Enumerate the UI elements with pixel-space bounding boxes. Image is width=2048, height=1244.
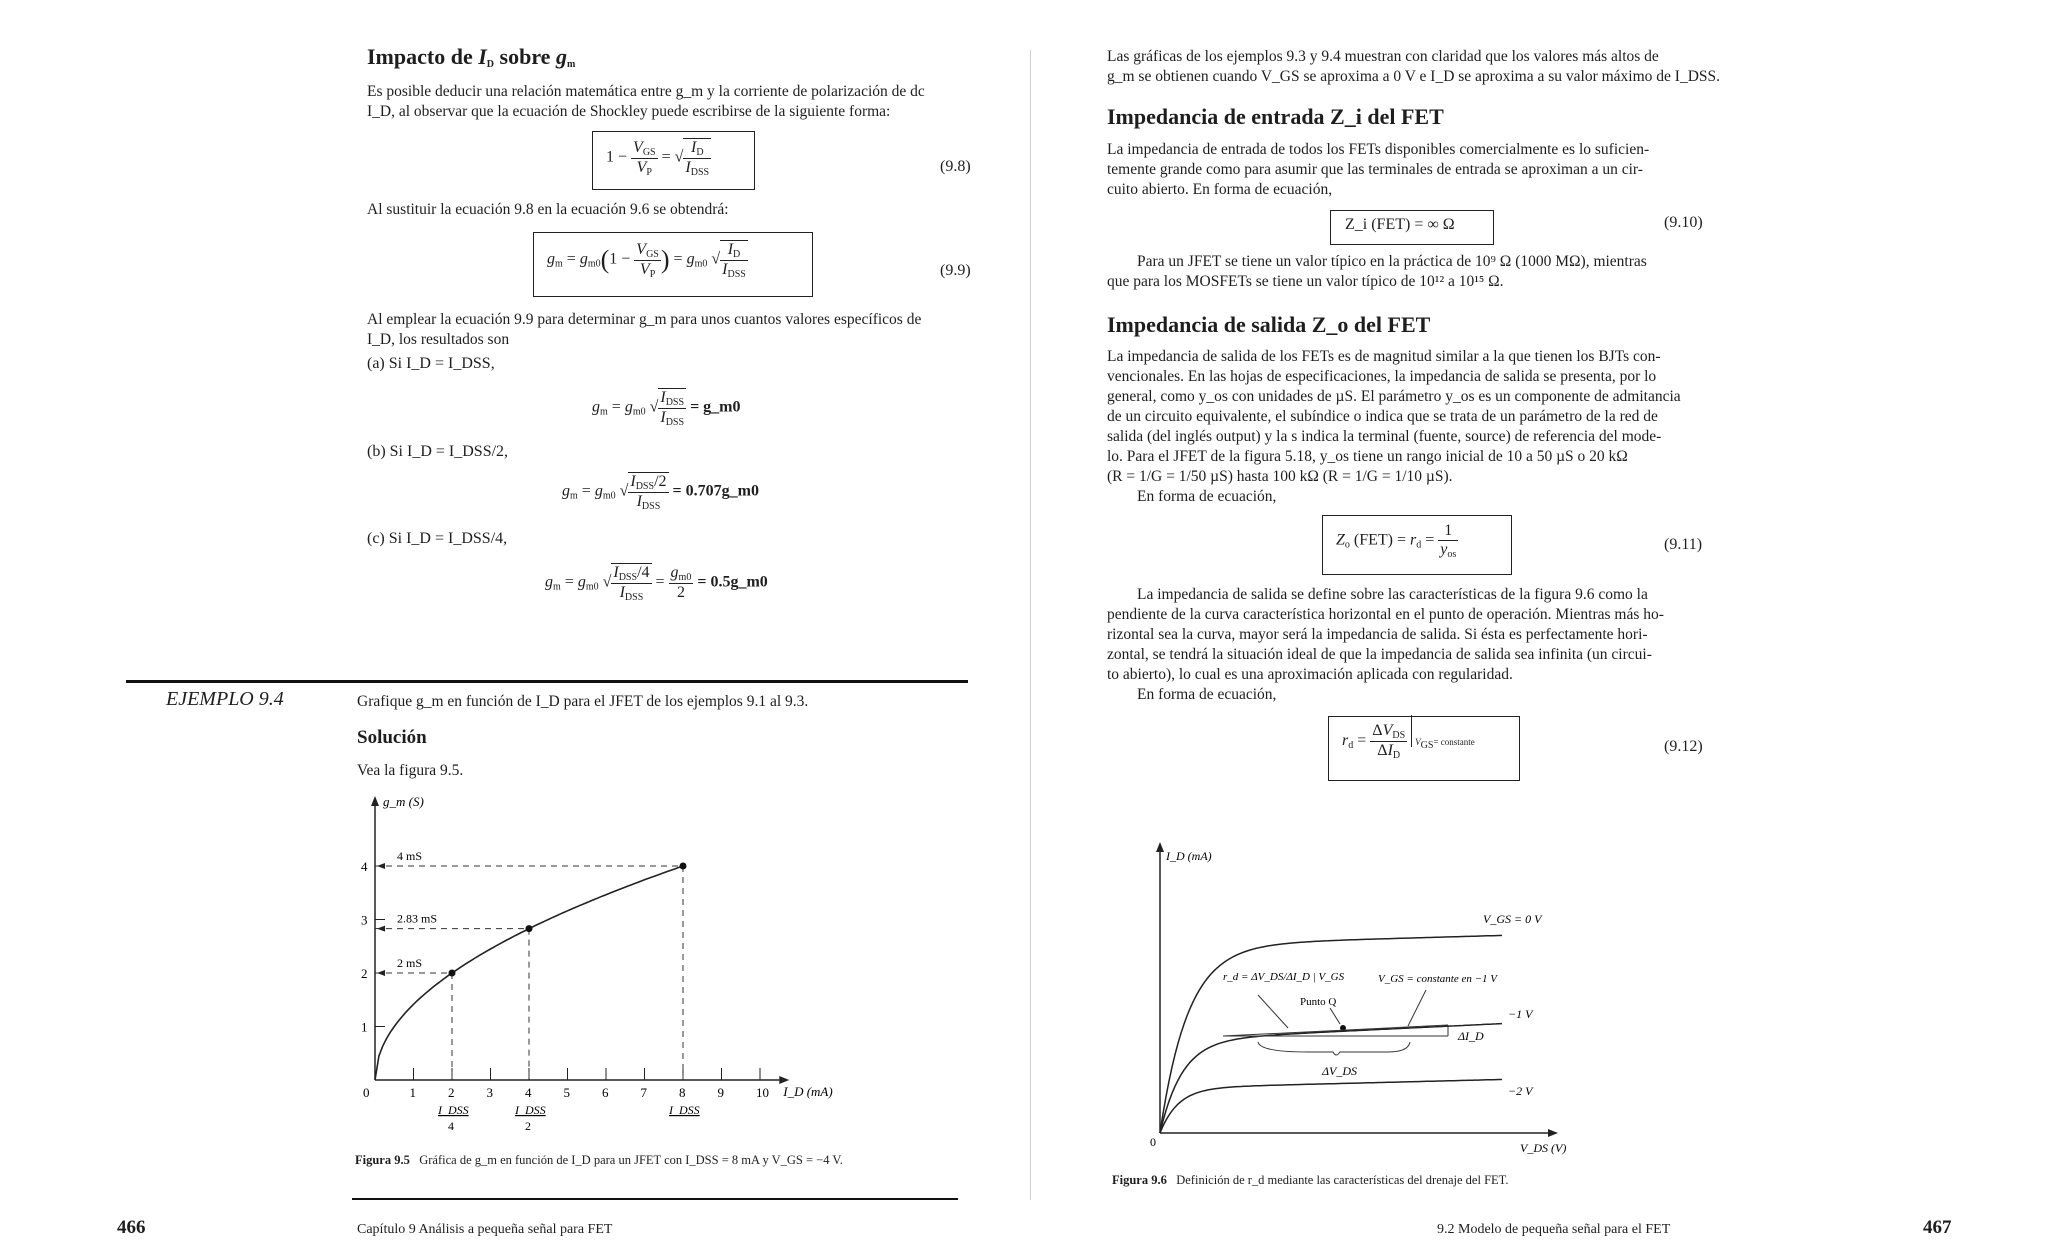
solution-heading: Solución [357,727,427,748]
right-page [1030,0,2048,1244]
characteristic-curve [1160,1080,1502,1134]
section-heading-gm: Impacto de $I_D$ sobre $g_m$ [367,44,576,70]
def-line: zontal, se tendrá la situación ideal de que la impedancia de salida sea infinita (un circui- [1107,646,1652,663]
x-axis-label: I_D (mA) [783,1084,833,1099]
figure-9-5-caption-text: Gráfica de g_m en función de I_D para un JFET con I_DSS = 8 mA y V_GS = −4 V. [419,1153,843,1167]
equation-9-11: $Z_o$ $(FET) = r_d$ = $\frac{1}{y_{os}}$ [1336,522,1457,560]
slope-line [1223,1025,1448,1036]
x-axis-arrow [779,1076,789,1084]
arrow-head [377,970,385,976]
equation-9-12: $r_d$ = $\frac{\Delta V_{DS}}{\Delta I_D}$ VGS= constante [1342,722,1475,761]
zi-line-1: La impedancia de entrada de todos los FETs disponibles comercialmente es lo suficien- [1107,141,1650,158]
x-tick-label: 3 [486,1085,493,1100]
case-b-label: (b) Si I_D = I_DSS/2, [367,443,509,460]
zo-line: salida (del inglés output) y la s indica la terminal (fuente, source) de referencia del mode- [1107,428,1662,445]
example-text: Grafique g_m en función de I_D para el JFET de los ejemplos 9.1 al 9.3. [357,693,809,710]
q-point-pointer [1330,1008,1340,1024]
page-number-left: 466 [117,1217,146,1238]
curve-label: −1 V [1508,1007,1533,1021]
x-tick-label: 2 [448,1085,455,1100]
def-line: En forma de ecuación, [1137,686,1277,703]
zi-line-4: Para un JFET se tiene un valor típico en la práctica de 10⁹ Ω (1000 MΩ), mientras [1137,253,1647,270]
heading-input-impedance: Impedancia de entrada Z_i del FET [1107,104,1444,129]
characteristic-curve [1160,1024,1502,1133]
y-axis-arrow [371,796,379,806]
y-tick-label: 3 [361,912,368,928]
origin-label: 0 [1150,1135,1156,1149]
data-point [526,925,533,932]
case-b-result: = 0.707g_m0 [672,482,759,500]
x-annotation-label: I_DSS [438,1103,469,1117]
heading-output-impedance: Impedancia de salida Z_o del FET [1107,312,1431,337]
case-c-label: (c) Si I_D = I_DSS/4, [367,530,508,547]
case-c-result: = 0.5g_m0 [697,573,768,591]
x-tick-label: 9 [717,1085,724,1100]
x-axis-label: V_DS (V) [1520,1141,1567,1155]
data-point [449,970,456,977]
results-line-1: Al emplear la ecuación 9.9 para determinar g_m para unos cuantos valores específicos de [367,311,922,328]
figure-9-5-chart [340,790,860,1140]
page-number-right: 467 [1923,1217,1952,1238]
equation-9-8-number: (9.8) [940,158,971,175]
equation-9-9: $g_m = g_{m0}(1$ − $\frac{V_{GS}}{V_P}$ ) = $g_{m0}$ √ $\frac{I_D}{I_{DSS}}$ [547,240,746,280]
def-line: La impedancia de salida se define sobre las características de la figura 9.6 como la [1137,586,1648,603]
x-tick-label: 1 [409,1085,416,1100]
curve-label: −2 V [1508,1084,1533,1098]
solution-text: Vea la figura 9.5. [357,762,464,779]
footer-rule-left [352,1198,958,1200]
case-a-label: (a) Si I_D = I_DSS, [367,355,495,372]
zi-typical-values [1107,252,1737,292]
q-point-label: Punto Q [1300,996,1337,1008]
x-tick-label: 7 [640,1085,647,1100]
zo-line: lo. Para el JFET de la figura 5.18, y_os tiene un rango inicial de 10 a 50 µS o 20 kΩ [1107,448,1628,465]
case-c-equation: $g_m = g_{m0}$ √ $\frac{I_{DSS}/4}{I_{DSS}}$ = $\frac{g_{m0}}{2}$ = 0.5g_m0 [545,564,768,603]
delta-vds-label: ΔV_DS [1322,1064,1358,1078]
x-annotation-denominator: 4 [448,1119,454,1133]
constant-vgs-label: V_GS = constante en −1 V [1378,973,1498,985]
x-annotation-label: I_DSS [669,1103,700,1117]
y-axis-arrow [1156,842,1164,852]
example-label: EJEMPLO 9.4 [166,688,284,710]
arrow-head [377,926,385,932]
equation-9-10: Z_i (FET) = ∞ Ω [1345,216,1455,233]
figure-9-6-number: Figura 9.6 [1112,1173,1167,1187]
intro-paragraph [367,82,972,122]
zo-line: (R = 1/G = 1/50 µS) hasta 100 kΩ (R = 1/G = 1/10 µS). [1107,468,1453,485]
input-impedance-paragraph [1107,140,1737,200]
figure-9-5-caption [355,1153,843,1168]
intro-line-1: Es posible deducir una relación matemática entre g_m y la corriente de polarización de dc [367,83,925,100]
definition-paragraph [1107,585,1737,705]
y-axis-label: I_D (mA) [1166,849,1212,863]
y-tick-label: 1 [361,1019,368,1035]
example-top-rule [126,680,968,683]
zo-line: En forma de ecuación, [1137,488,1277,505]
delta-vds-brace [1258,1042,1410,1055]
zi-line-2: temente grande como para asumir que las terminales de entrada se aproximan a un cir- [1107,161,1643,178]
zo-line: La impedancia de salida de los FETs es de magnitud similar a la que tienen los BJTs con- [1107,348,1661,365]
right-intro [1107,47,1737,87]
case-a-result: = g_m0 [690,398,741,416]
x-tick-label: 6 [602,1085,609,1100]
case-a-equation: $g_m = g_{m0}$ √ $\frac{I_{DSS}}{I_{DSS}}$ = g_m0 [592,389,741,428]
equation-9-8: 1 − $\frac{V_{GS}}{V_P}$ = √ $\frac{I_D}{I_{DSS}}$ [606,138,710,178]
constant-vgs-pointer [1408,990,1426,1026]
data-point [680,863,687,870]
delta-id-label: ΔI_D [1458,1029,1484,1043]
x-tick-label: 8 [679,1085,686,1100]
right-intro-line-1: Las gráficas de los ejemplos 9.3 y 9.4 muestran con claridad que los valores más altos de [1107,48,1659,65]
x-axis-arrow [1548,1129,1558,1137]
footer-right: 9.2 Modelo de pequeña señal para el FET [1437,1222,1671,1237]
case-b-equation: $g_m = g_{m0}$ √ $\frac{I_{DSS}/2}{I_{DSS}}$ = 0.707g_m0 [562,473,759,512]
y-axis-label: g_m (S) [383,794,424,809]
figure-9-6-caption [1112,1173,1509,1188]
intro-line-2: I_D, al observar que la ecuación de Shockley puede escribirse de la siguiente forma: [367,103,891,120]
figure-9-6-caption-text: Definición de r_d mediante las características del drenaje del FET. [1176,1173,1509,1187]
x-tick-label: 4 [525,1085,532,1100]
footer-left: Capítulo 9 Análisis a pequeña señal para FET [357,1222,613,1237]
figure-9-6-chart [1108,840,1588,1160]
output-impedance-paragraph [1107,347,1737,507]
def-line: rizontal sea la curva, mayor será la impedancia de salida. Si ésta es perfectamente hori- [1107,626,1648,643]
results-line-2: I_D, los resultados son [367,331,510,348]
zi-line-3: cuito abierto. En forma de ecuación, [1107,181,1333,198]
def-line: to abierto), lo cual es una aproximación aplicada con regularidad. [1107,666,1513,683]
x-tick-label: 5 [563,1085,570,1100]
equation-9-10-number: (9.10) [1664,214,1703,231]
rd-definition-label: r_d = ΔV_DS/ΔI_D | V_GS [1223,971,1345,983]
point-value-label: 4 mS [397,849,423,863]
x-annotation-label: I_DSS [515,1103,546,1117]
right-intro-line-2: g_m se obtienen cuando V_GS se aproxima a 0 V e I_D se aproxima a su valor máximo de I_DSS. [1107,68,1720,85]
rd-pointer [1258,995,1288,1028]
equation-9-9-number: (9.9) [940,262,971,279]
substitution-text: Al sustituir la ecuación 9.8 en la ecuación 9.6 se obtendrá: [367,201,729,218]
curve-label: V_GS = 0 V [1483,912,1542,926]
zo-line: general, como y_os con unidades de µS. El parámetro y_os es un componente de admitancia [1107,388,1681,405]
results-paragraph [367,310,972,350]
def-line: pendiente de la curva característica horizontal en el punto de operación. Mientras más ho- [1107,606,1664,623]
figure-9-5-number: Figura 9.5 [355,1153,410,1167]
characteristic-curve [1160,935,1502,1133]
x-tick-label: 0 [363,1085,370,1100]
y-tick-label: 2 [361,966,368,981]
point-value-label: 2.83 mS [397,911,438,926]
point-value-label: 2 mS [397,956,423,970]
y-tick-label: 4 [361,859,368,874]
zo-line: de un circuito equivalente, el subíndice o indica que se trata de un parámetro de la red de [1107,408,1658,425]
x-tick-label: 10 [756,1085,769,1100]
equation-9-12-number: (9.12) [1664,738,1703,755]
equation-9-11-number: (9.11) [1664,536,1703,553]
x-annotation-denominator: 2 [525,1119,531,1133]
zi-line-5: que para los MOSFETs se tiene un valor típico de 10¹² a 10¹⁵ Ω. [1107,273,1504,290]
arrow-head [377,863,385,869]
zo-line: vencionales. En las hojas de especificaciones, la impedancia de salida se presenta, por lo [1107,368,1657,385]
